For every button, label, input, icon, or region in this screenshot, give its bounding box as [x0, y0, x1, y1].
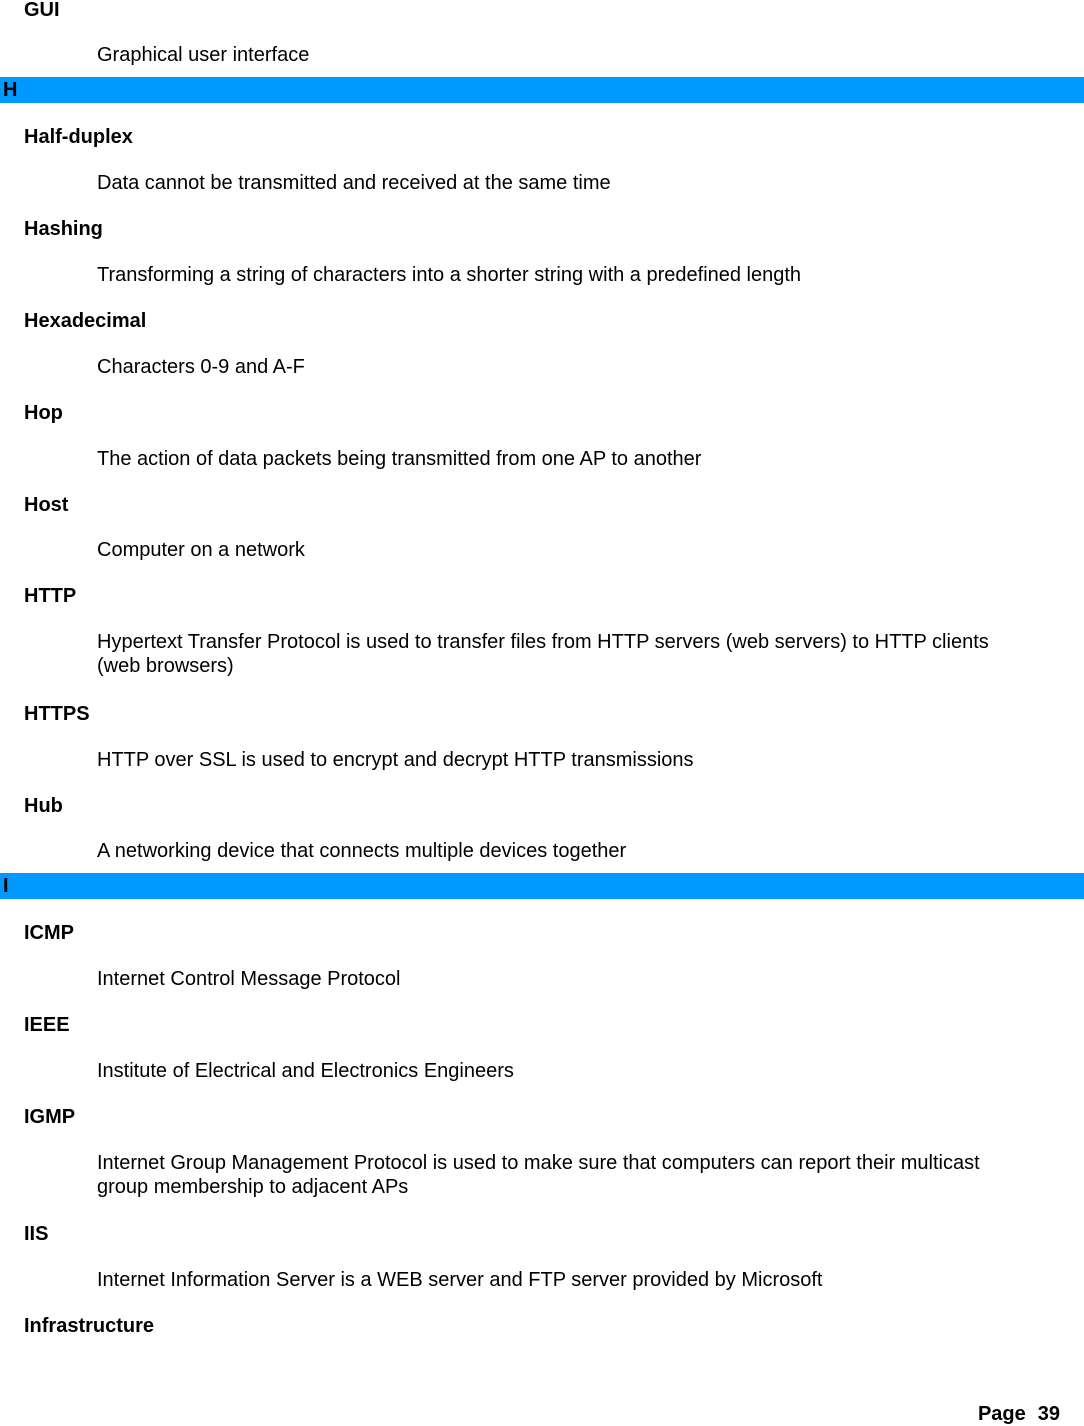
glossary-term: ICMP [24, 922, 74, 944]
glossary-definition: Internet Group Management Protocol is used to make sure that computers can report their multicast group membership to adjacent APs [97, 1152, 980, 1198]
section-header-h [0, 77, 1084, 103]
glossary-definition: Internet Information Server is a WEB server and FTP server provided by Microsoft [97, 1269, 823, 1291]
glossary-definition: Hypertext Transfer Protocol is used to transfer files from HTTP servers (web servers) to HTTP clients (web browsers) [97, 631, 989, 677]
glossary-definition: Computer on a network [97, 539, 305, 561]
glossary-definition: Transforming a string of characters into a shorter string with a predefined length [97, 264, 802, 286]
glossary-term: GUI [24, 0, 60, 21]
glossary-term: HTTPS [24, 703, 90, 725]
glossary-term: Hexadecimal [24, 310, 147, 332]
glossary-term: IIS [24, 1223, 49, 1245]
page-label: Page [977, 1403, 1026, 1425]
glossary-definition: The action of data packets being transmitted from one AP to another [97, 448, 702, 470]
glossary-term: IEEE [24, 1014, 70, 1036]
page-footer [978, 1402, 1060, 1426]
page-number: 39 [1037, 1403, 1060, 1425]
glossary-term: Host [24, 494, 69, 516]
glossary-term: Hub [24, 795, 63, 817]
section-letter: H [3, 79, 18, 101]
glossary-definition: Data cannot be transmitted and received at the same time [97, 172, 611, 194]
glossary-definition: Internet Control Message Protocol [97, 968, 401, 990]
section-header-i [0, 873, 1084, 899]
glossary-term: HTTP [24, 585, 77, 607]
glossary-term: Half-duplex [24, 126, 133, 148]
glossary-term: Hashing [24, 218, 103, 240]
glossary-definition: HTTP over SSL is used to encrypt and decrypt HTTP transmissions [97, 749, 694, 771]
section-letter: I [3, 875, 9, 897]
glossary-term: Hop [24, 402, 63, 424]
glossary-definition: Characters 0-9 and A-F [97, 356, 305, 378]
glossary-term: Infrastructure [24, 1315, 155, 1337]
glossary-definition: Graphical user interface [97, 44, 310, 66]
glossary-definition: Institute of Electrical and Electronics Engineers [97, 1060, 514, 1082]
glossary-term: IGMP [24, 1106, 76, 1128]
glossary-definition: A networking device that connects multiple devices together [97, 840, 627, 862]
